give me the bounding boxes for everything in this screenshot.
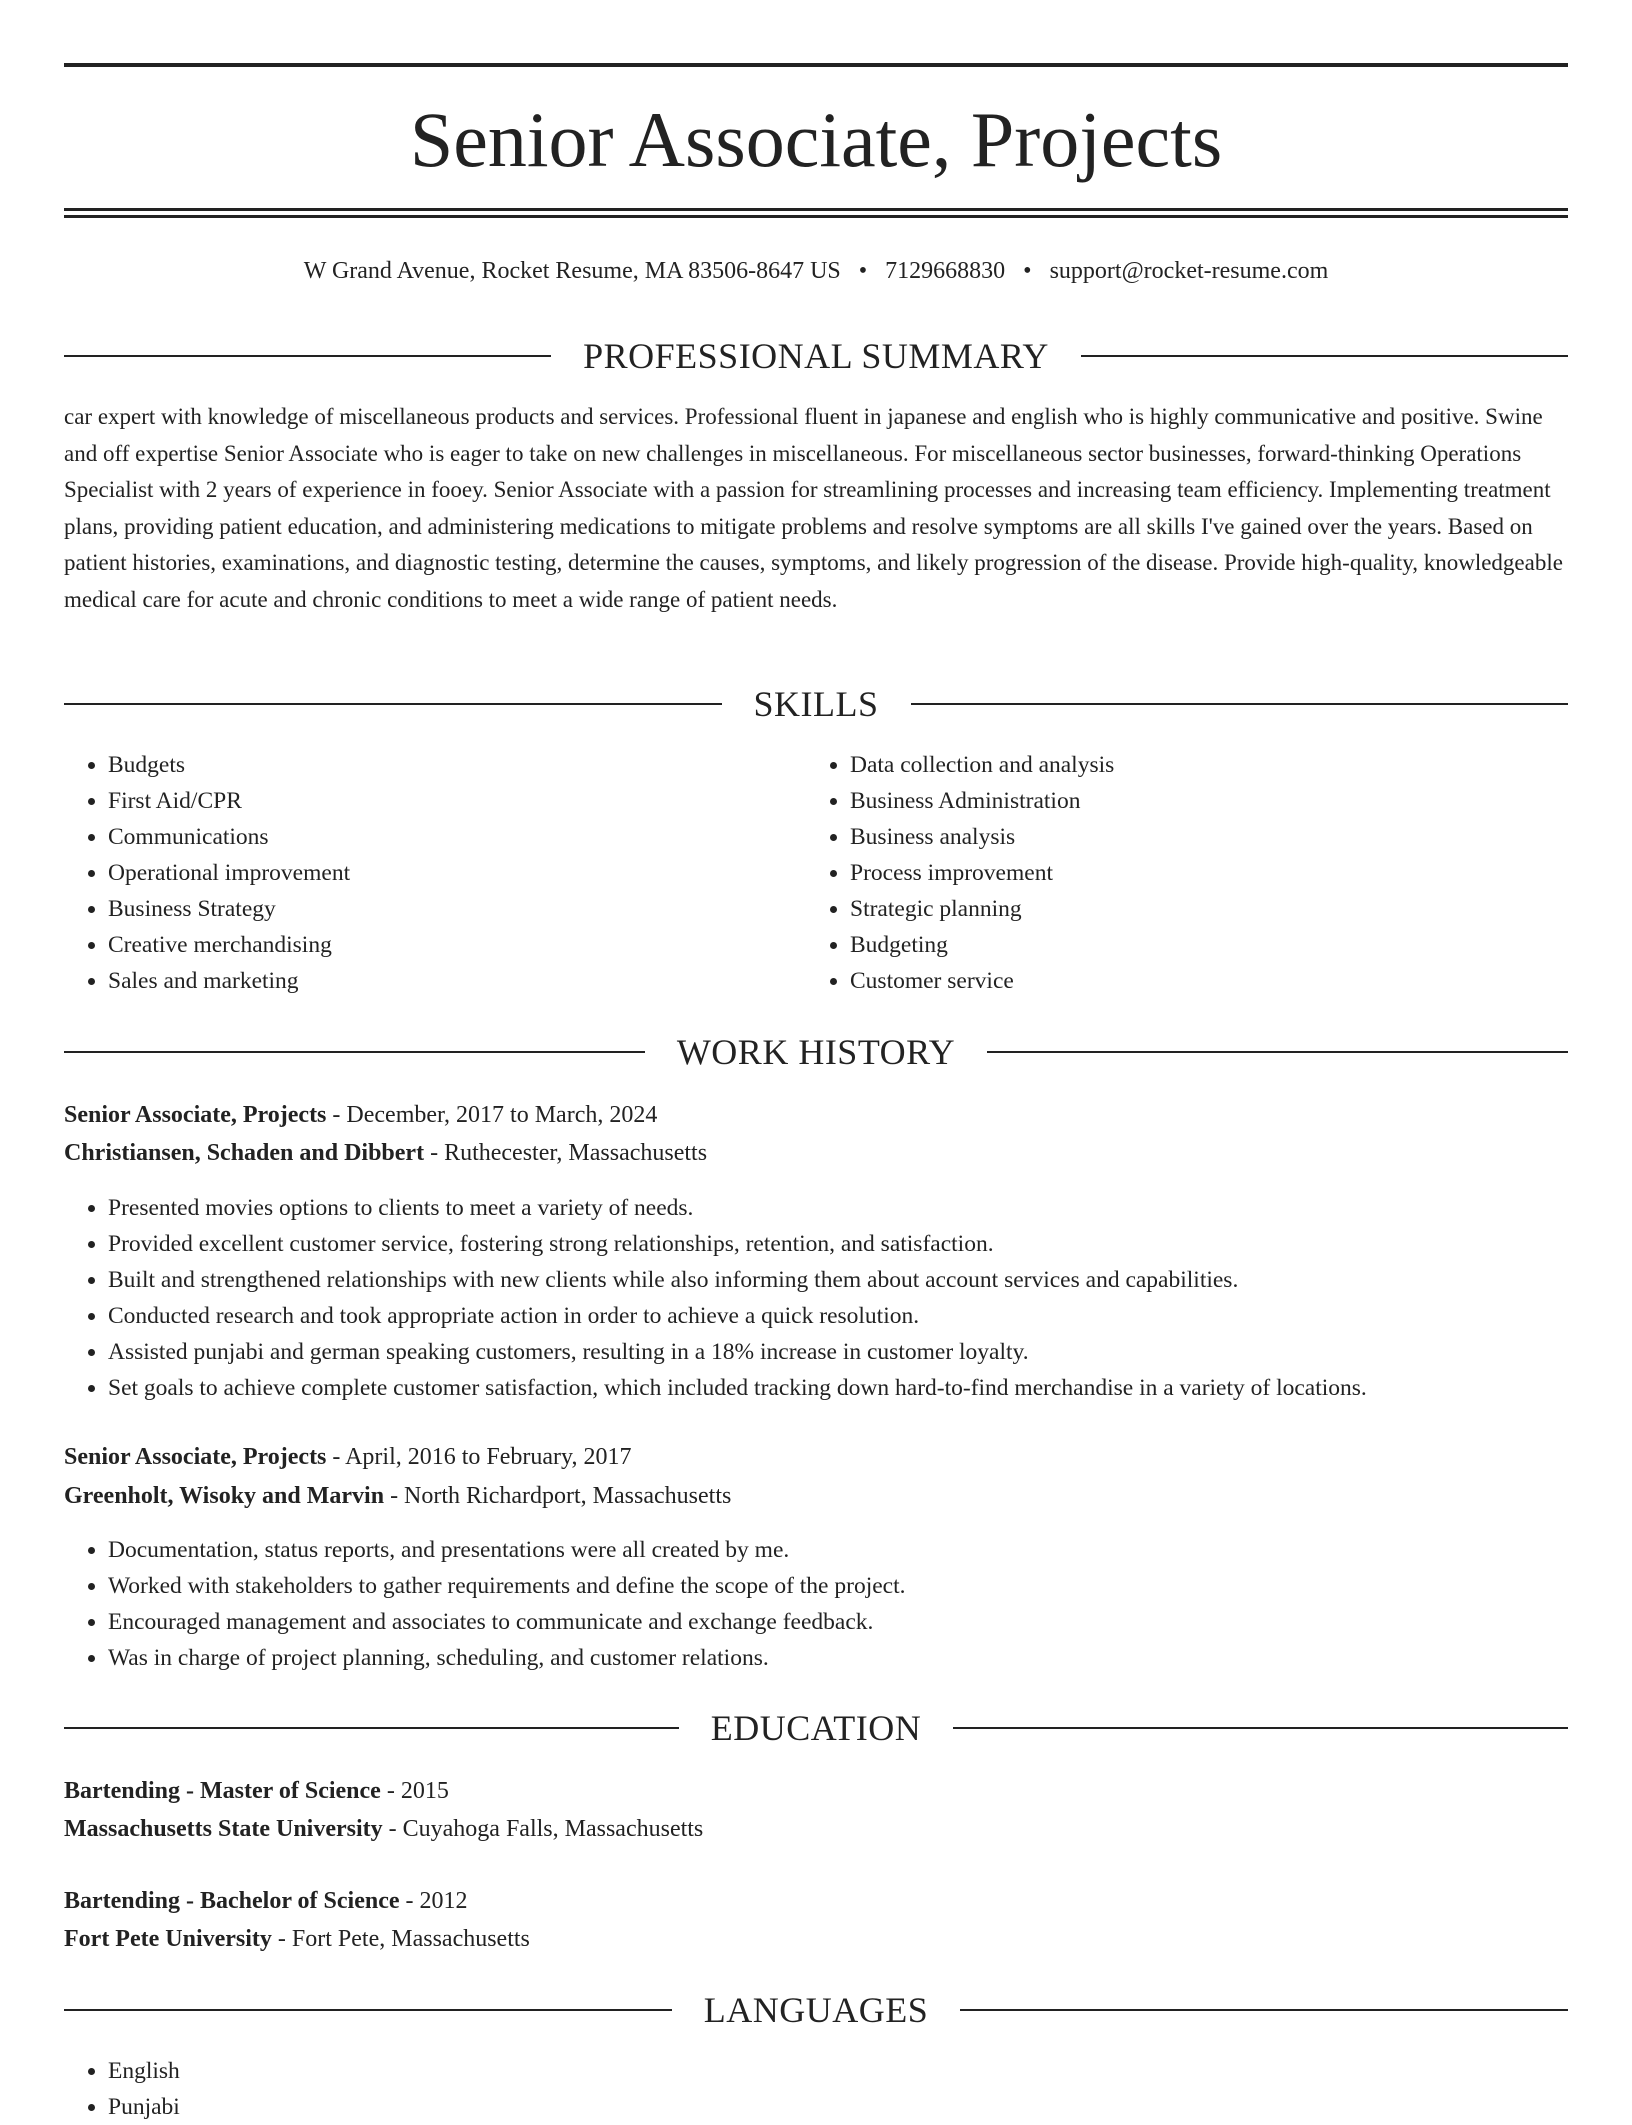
skill-item: • Data collection and analysis	[850, 747, 1546, 783]
section-heading-summary	[64, 334, 1568, 378]
job-bullet: • Set goals to achieve complete customer satisfaction, which included tracking down hard-to-find merchandise in a variety of locations.	[108, 1370, 1568, 1406]
divider	[64, 355, 551, 357]
email: support@rocket-resume.com	[1049, 258, 1329, 284]
skill-item: • Operational improvement	[108, 855, 804, 891]
job-bullet: • Worked with stakeholders to gather requirements and define the scope of the project.	[108, 1568, 1568, 1604]
section-title: LANGUAGES	[703, 1990, 929, 2030]
section-title: SKILLS	[753, 684, 879, 724]
section-title: PROFESSIONAL SUMMARY	[583, 336, 1049, 376]
divider	[987, 1051, 1568, 1053]
school-location: - Fort Pete, Massachusetts	[271, 1926, 530, 1952]
skill-item: • Sales and marketing	[108, 963, 804, 999]
skills-column-left	[64, 747, 804, 999]
section-heading-skills	[64, 682, 1568, 726]
job-company-line	[64, 1478, 731, 1514]
company-location: - Ruthecester, Massachusetts	[424, 1140, 708, 1166]
company-name: Christiansen, Schaden and Dibbert	[64, 1140, 425, 1166]
job-dates: - December, 2017 to March, 2024	[326, 1102, 658, 1128]
divider	[960, 2009, 1568, 2011]
divider	[64, 1727, 679, 1729]
contact-separator: •	[1023, 258, 1032, 284]
section-heading-languages	[64, 1988, 1568, 2032]
school-name: Massachusetts State University	[64, 1816, 383, 1842]
job-bullet: • Documentation, status reports, and presentations were all created by me.	[108, 1532, 1568, 1568]
section-heading-education	[64, 1706, 1568, 1750]
job-bullet: • Conducted research and took appropriate action in order to achieve a quick resolution.	[108, 1298, 1568, 1334]
job-bullet: • Encouraged management and associates to communicate and exchange feedback.	[108, 1604, 1568, 1640]
job-company-line	[64, 1135, 707, 1171]
skill-item: • Budgeting	[850, 927, 1546, 963]
skill-item: • Communications	[108, 819, 804, 855]
skill-item: • Customer service	[850, 963, 1546, 999]
contact-line	[64, 254, 1568, 288]
skill-item: • Budgets	[108, 747, 804, 783]
skill-item: • Creative merchandising	[108, 927, 804, 963]
skill-item: • Business Strategy	[108, 891, 804, 927]
top-rule	[64, 63, 1568, 67]
divider	[911, 703, 1569, 705]
job-bullet-list	[64, 1190, 1568, 1406]
school-location: - Cuyahoga Falls, Massachusetts	[382, 1816, 704, 1842]
job-bullet: • Presented movies options to clients to meet a variety of needs.	[108, 1190, 1568, 1226]
company-name: Greenholt, Wisoky and Marvin	[64, 1483, 385, 1509]
skill-item: • Business analysis	[850, 819, 1546, 855]
company-location: - North Richardport, Massachusetts	[384, 1483, 732, 1509]
graduation-year: - 2015	[380, 1778, 449, 1804]
education-degree-line	[64, 1883, 468, 1919]
title-rule-lower	[64, 215, 1568, 218]
degree: Bartending - Master of Science	[64, 1778, 381, 1804]
job-bullet-list	[64, 1532, 1568, 1676]
languages-list	[64, 2053, 1568, 2125]
language-item: • English	[108, 2053, 1568, 2089]
address: W Grand Avenue, Rocket Resume, MA 83506-8647 US	[303, 258, 841, 284]
phone: 7129668830	[885, 258, 1006, 284]
page-title: Senior Associate, Projects	[409, 96, 1223, 183]
title-rule-upper	[64, 208, 1568, 211]
job-title: Senior Associate, Projects	[64, 1102, 327, 1128]
job-bullet: • Assisted punjabi and german speaking customers, resulting in a 18% increase in customer loyalty.	[108, 1334, 1568, 1370]
divider	[64, 703, 722, 705]
graduation-year: - 2012	[399, 1888, 468, 1914]
education-degree-line	[64, 1773, 449, 1809]
divider	[1081, 355, 1568, 357]
section-heading-work	[64, 1030, 1568, 1074]
degree: Bartending - Bachelor of Science	[64, 1888, 400, 1914]
skill-item: • Business Administration	[850, 783, 1546, 819]
skill-item: • Strategic planning	[850, 891, 1546, 927]
school-name: Fort Pete University	[64, 1926, 272, 1952]
job-bullet: • Was in charge of project planning, scheduling, and customer relations.	[108, 1640, 1568, 1676]
divider	[64, 1051, 645, 1053]
job-title: Senior Associate, Projects	[64, 1444, 327, 1470]
section-title: EDUCATION	[710, 1708, 922, 1748]
job-bullet: • Provided excellent customer service, fostering strong relationships, retention, and satisfaction.	[108, 1226, 1568, 1262]
job-dates: - April, 2016 to February, 2017	[326, 1444, 632, 1470]
education-school-line	[64, 1921, 530, 1957]
skill-item: • First Aid/CPR	[108, 783, 804, 819]
section-title: WORK HISTORY	[676, 1032, 956, 1072]
job-title-line	[64, 1097, 657, 1133]
education-school-line	[64, 1811, 703, 1847]
job-bullet: • Built and strengthened relationships with new clients while also informing them about account services and capabilities.	[108, 1262, 1568, 1298]
skill-item: • Process improvement	[850, 855, 1546, 891]
language-item: • Punjabi	[108, 2089, 1568, 2125]
contact-separator: •	[858, 258, 868, 284]
skills-column-right	[806, 747, 1546, 999]
job-title-line	[64, 1439, 631, 1475]
divider	[64, 2009, 672, 2011]
divider	[953, 1727, 1568, 1729]
summary-paragraph: car expert with knowledge of miscellaneous products and services. Professional fluent in japanese and english who is highly communicative and positive. Swine and off expertise Senior Associate who is eager to take on new challenges in miscellaneous. For miscellaneous sector businesses, forward-thinking Operations Specialist with 2 years of experience in fooey. Senior Associate with a passion for streamlining processes and increasing team efficiency. Implementing treatment plans, providing patient education, and administering medications to mitigate problems and resolve symptoms are all skills I've gained over the years. Based on patient histories, examinations, and diagnostic testing, determine the causes, symptoms, and likely progression of the disease. Provide high-quality, knowledgeable medical care for acute and chronic conditions to meet a wide range of patient needs.	[64, 404, 1563, 612]
